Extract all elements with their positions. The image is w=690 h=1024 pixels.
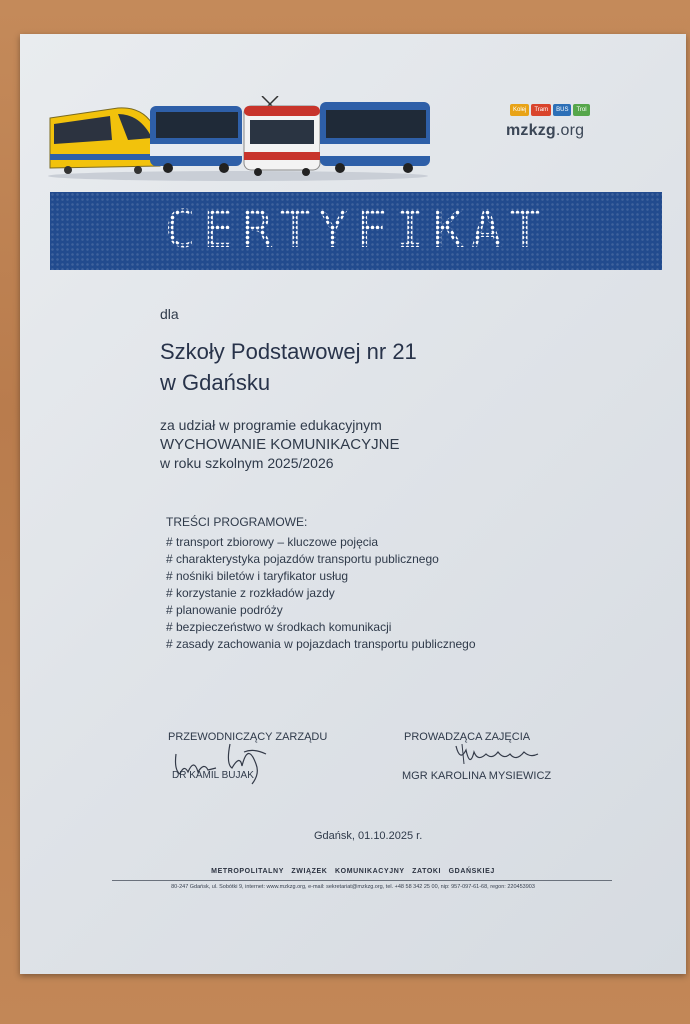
contents-item: # zasady zachowania w pojazdach transportu publicznego	[166, 637, 476, 651]
logo-box-kolej: Kolej	[510, 104, 529, 116]
contents-item: # transport zbiorowy – kluczowe pojęcia	[166, 535, 379, 549]
right-signature-role: PROWADZĄCA ZAJĘCIA	[404, 731, 531, 743]
right-signature-scribble	[452, 740, 542, 770]
recipient-intro: dla	[160, 306, 179, 322]
footer-divider	[112, 880, 612, 881]
mzkzg-logo	[506, 104, 626, 140]
contents-heading: TREŚCI PROGRAMOWE:	[166, 515, 308, 529]
participation-line: za udział w programie edukacyjnym	[160, 417, 382, 433]
organization-address: 80-247 Gdańsk, ul. Sobótki 9, internet: www.mzkzg.org, e-mail: sekretariat@mzkzg.org, tel. +48 58 342 25 00, nip: 957-097-61-68, regon: 220453903	[171, 884, 535, 890]
place-and-date: Gdańsk, 01.10.2025 r.	[314, 830, 423, 842]
title-banner	[50, 192, 662, 270]
logo-domain: .org	[555, 122, 585, 139]
contents-item: # bezpieczeństwo w środkach komunikacji	[166, 620, 392, 634]
logo-wordmark	[506, 122, 626, 140]
vehicles-illustration	[48, 96, 433, 182]
contents-item: # charakterystyka pojazdów transportu publicznego	[166, 552, 439, 566]
certificate-title: CERTYFIKAT	[50, 200, 662, 260]
logo-transport-boxes	[510, 104, 626, 116]
recipient-line-2: w Gdańsku	[160, 370, 271, 395]
program-name: WYCHOWANIE KOMUNIKACYJNE	[160, 436, 400, 453]
program-description	[160, 416, 399, 473]
contents-item: # planowanie podróży	[166, 603, 283, 617]
logo-box-tram: Tram	[531, 104, 551, 116]
recipient-line-1: Szkoły Podstawowej nr 21	[160, 339, 417, 364]
left-signature-name: DR KAMIL BUJAK	[172, 770, 254, 781]
left-signature-scribble	[170, 734, 280, 790]
logo-box-bus: BUS	[553, 104, 571, 116]
school-year-line: w roku szkolnym 2025/2026	[160, 455, 334, 471]
contents-item: # nośniki biletów i taryfikator usług	[166, 569, 349, 583]
bus-icon	[320, 102, 430, 173]
left-signature-role: PRZEWODNICZĄCY ZARZĄDU	[168, 731, 328, 743]
right-signature-name: MGR KAROLINA MYSIEWICZ	[402, 770, 552, 782]
train-icon	[50, 108, 160, 174]
organization-name: METROPOLITALNY ZWIĄZEK KOMUNIKACYJNY ZATOKI GDAŃSKIEJ	[211, 868, 495, 875]
contents-item: # korzystanie z rozkładów jazdy	[166, 586, 335, 600]
logo-name: mzkzg	[506, 122, 556, 139]
tram-icon	[244, 96, 320, 176]
logo-box-trol: Trol	[573, 104, 589, 116]
recipient-name	[160, 336, 417, 398]
bus-icon	[150, 106, 242, 173]
certificate-paper	[20, 34, 686, 974]
program-contents	[166, 514, 476, 653]
